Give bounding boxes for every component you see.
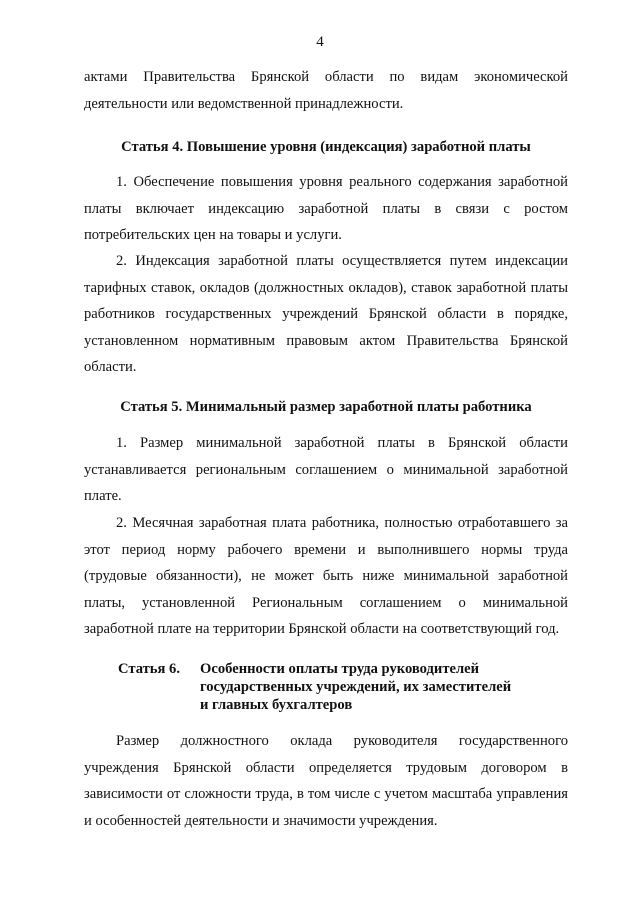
article-6-title-line: и главных бухгалтеров (200, 697, 353, 713)
article-4-paragraph-2: 2. Индексация заработной платы осуществляется путем индексации тарифных ставок, окладов (должностных окладов), ставок заработной платы работников государственных учреждений Брянской области в порядке, установленном нормативным правовым актом Правительства Брянской области. (84, 253, 568, 375)
article-6-title-line: государственных учреждений, их заместителей (200, 679, 512, 695)
page-number: 4 (316, 34, 324, 50)
article-6-title (200, 660, 560, 714)
article-5-paragraph-2: 2. Месячная заработная плата работника, полностью отработавшего за этот период норму рабочего времени и выполнившего нормы труда (трудовые обязанности), не может быть ниже минимальной заработной платы, установленной Региональным соглашением о минимальной заработной плате на территории Брянской области на соответствующий год. (84, 515, 568, 637)
article-4-paragraph-1: 1. Обеспечение повышения уровня реального содержания заработной платы включает индексацию заработной платы в связи с ростом потребительских цен на товары и услуги. (84, 174, 568, 243)
article-6-title-line: Особенности оплаты труда руководителей (200, 661, 480, 677)
article-5-heading: Статья 5. Минимальный размер заработной платы работника (120, 399, 532, 415)
intro-paragraph: актами Правительства Брянской области по видам экономической деятельности или ведомственной принадлежности. (84, 69, 568, 112)
article-4-heading: Статья 4. Повышение уровня (индексация) заработной платы (121, 139, 531, 155)
article-6-paragraph-1: Размер должностного оклада руководителя государственного учреждения Брянской области определяется трудовым договором в зависимости от сложности труда, в том числе с учетом масштаба управления и особенностей деятельности и значимости учреждения. (84, 733, 568, 829)
article-5-paragraph-1: 1. Размер минимальной заработной платы в Брянской области устанавливается региональным соглашением о минимальной заработной плате. (84, 435, 568, 504)
article-6-number: Статья 6. (118, 661, 180, 677)
